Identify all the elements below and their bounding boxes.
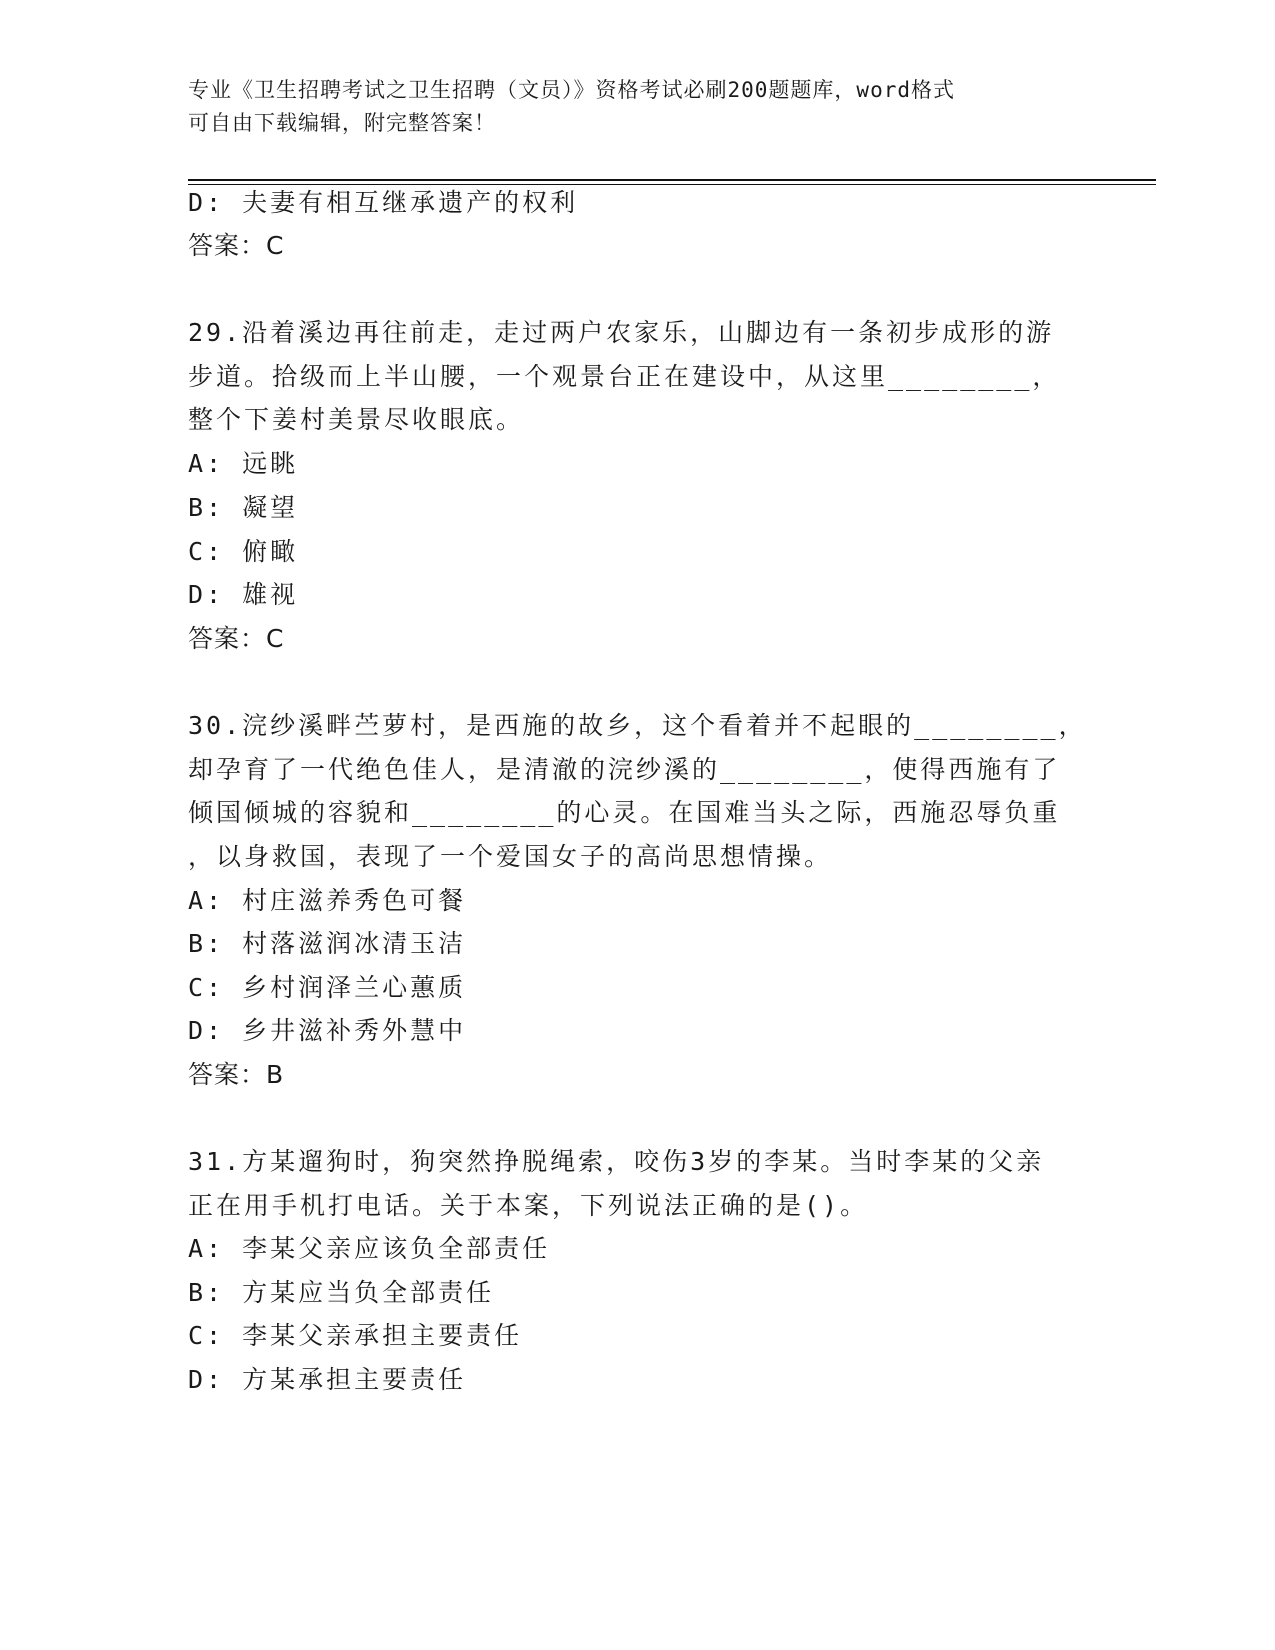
header-divider-thick bbox=[188, 179, 1156, 181]
q30-stem-line-4: ，以身救国，表现了一个爱国女子的高尚思想情操。 bbox=[188, 842, 833, 871]
q31-option-d: D: 方某承担主要责任 bbox=[188, 1365, 467, 1394]
q28-answer: 答案：C bbox=[188, 231, 285, 260]
q30-answer: 答案：B bbox=[188, 1060, 285, 1089]
q30-option-d: D: 乡井滋补秀外慧中 bbox=[188, 1016, 467, 1045]
header-divider-thin bbox=[188, 184, 1156, 185]
q29-stem-line-3: 整个下姜村美景尽收眼底。 bbox=[188, 405, 525, 434]
q30-stem-line-1: 30.浣纱溪畔苎萝村，是西施的故乡，这个看着并不起眼的________， bbox=[188, 711, 1087, 740]
header-line-1: 专业《卫生招聘考试之卫生招聘（文员）》资格考试必刷200题题库，word格式 bbox=[188, 78, 955, 102]
q29-option-c: C: 俯瞰 bbox=[188, 537, 299, 566]
q29-stem-line-1: 29.沿着溪边再往前走，走过两户农家乐，山脚边有一条初步成形的游 bbox=[188, 318, 1055, 347]
q31-stem-line-1: 31.方某遛狗时，狗突然挣脱绳索，咬伤3岁的李某。当时李某的父亲 bbox=[188, 1147, 1045, 1176]
document-header bbox=[188, 74, 1088, 140]
q29-stem-line-2: 步道。拾级而上半山腰，一个观景台正在建设中，从这里________， bbox=[188, 362, 1061, 391]
q31-option-a: A: 李某父亲应该负全部责任 bbox=[188, 1234, 551, 1263]
q28-option-d: D: 夫妻有相互继承遗产的权利 bbox=[188, 188, 579, 217]
q29-option-a: A: 远眺 bbox=[188, 449, 299, 478]
q30-option-a: A: 村庄滋养秀色可餐 bbox=[188, 886, 467, 915]
q30-stem-line-3: 倾国倾城的容貌和________的心灵。在国难当头之际，西施忍辱负重 bbox=[188, 798, 1061, 827]
q29-answer: 答案：C bbox=[188, 624, 285, 653]
q29-option-b: B: 凝望 bbox=[188, 493, 299, 522]
header-line-2: 可自由下载编辑，附完整答案！ bbox=[188, 111, 496, 135]
q31-option-b: B: 方某应当负全部责任 bbox=[188, 1278, 495, 1307]
q31-option-c: C: 李某父亲承担主要责任 bbox=[188, 1321, 523, 1350]
q30-option-c: C: 乡村润泽兰心蕙质 bbox=[188, 973, 467, 1002]
q29-option-d: D: 雄视 bbox=[188, 580, 299, 609]
q30-option-b: B: 村落滋润冰清玉洁 bbox=[188, 929, 467, 958]
q31-stem-line-2: 正在用手机打电话。关于本案，下列说法正确的是()。 bbox=[188, 1191, 869, 1220]
q30-stem-line-2: 却孕育了一代绝色佳人，是清澈的浣纱溪的________，使得西施有了 bbox=[188, 755, 1061, 784]
